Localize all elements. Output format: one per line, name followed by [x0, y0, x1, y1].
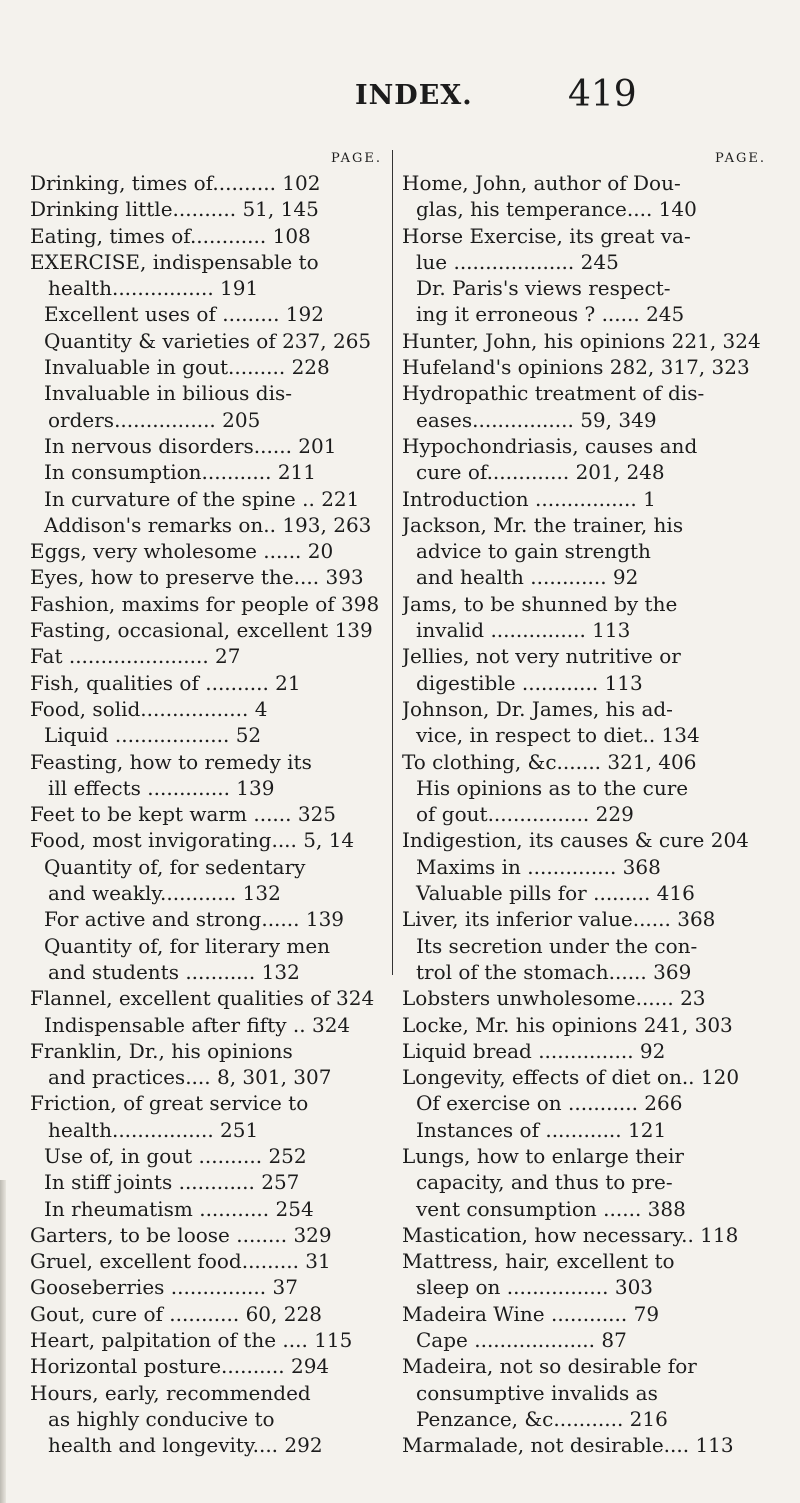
- index-entry-line: and practices.... 8, 301, 307: [48, 1065, 332, 1090]
- index-entry-line: Fasting, occasional, excellent 139: [30, 618, 373, 643]
- index-entry-line: Indigestion, its causes & cure 204: [402, 828, 749, 853]
- index-entry-line: Quantity & varieties of 237, 265: [44, 328, 372, 353]
- index-entry-line: invalid ............... 113: [416, 618, 631, 643]
- index-entry-line: In stiff joints ............ 257: [44, 1170, 300, 1195]
- index-entry-line: Hydropathic treatment of dis-: [402, 381, 705, 406]
- index-entry-line: Food, solid................. 4: [30, 696, 268, 721]
- index-entry-line: eases................ 59, 349: [416, 407, 657, 432]
- index-entry-line: In curvature of the spine .. 221: [44, 486, 360, 511]
- index-entry-line: Eating, times of............ 108: [30, 223, 311, 248]
- index-entry-line: Introduction ................ 1: [402, 486, 656, 511]
- index-entry-line: Jackson, Mr. the trainer, his: [402, 512, 684, 537]
- column-page-label: PAGE.: [331, 151, 382, 166]
- index-entry-line: consumptive invalids as: [416, 1380, 658, 1405]
- index-entry-line: Liquid bread ............... 92: [402, 1038, 666, 1063]
- index-column-left: [30, 148, 382, 1459]
- index-entry-line: Lungs, how to enlarge their: [402, 1143, 684, 1168]
- index-entry-line: Friction, of great service to: [30, 1091, 309, 1116]
- index-entry-line: Dr. Paris's views respect-: [416, 276, 671, 301]
- index-entry-line: Garters, to be loose ........ 329: [30, 1222, 332, 1247]
- index-entry-line: vice, in respect to diet.. 134: [416, 723, 700, 748]
- index-entry-line: His opinions as to the cure: [416, 775, 689, 800]
- index-entry-line: Addison's remarks on.. 193, 263: [44, 512, 372, 537]
- index-entry-line: Its secretion under the con-: [416, 933, 698, 958]
- index-entry-line: Fat ...................... 27: [30, 644, 241, 669]
- index-entry-line: health and longevity.... 292: [48, 1433, 323, 1458]
- index-entry-line: Mastication, how necessary.. 118: [402, 1222, 739, 1247]
- column-page-label: PAGE.: [715, 151, 766, 166]
- index-entry-line: Of exercise on ........... 266: [416, 1091, 683, 1116]
- index-entry-line: Excellent uses of ......... 192: [44, 302, 324, 327]
- page-header: [0, 72, 800, 118]
- index-entry-line: and students ........... 132: [48, 959, 300, 984]
- running-title: INDEX.: [355, 80, 473, 111]
- index-entry-line: Horse Exercise, its great va-: [402, 223, 691, 248]
- index-entry-line: glas, his temperance.... 140: [416, 197, 697, 222]
- index-entry-line: Indispensable after fifty .. 324: [44, 1012, 351, 1037]
- column-divider: [392, 150, 393, 975]
- index-entry-line: sleep on ................ 303: [416, 1275, 654, 1300]
- index-entry-line: capacity, and thus to pre-: [416, 1170, 673, 1195]
- index-entry-line: health................ 251: [48, 1117, 259, 1142]
- index-entry-line: Hypochondriasis, causes and: [402, 433, 698, 458]
- index-entry-line: Drinking, times of.......... 102: [30, 171, 321, 195]
- index-entry-line: For active and strong...... 139: [44, 907, 345, 932]
- index-entry-line: advice to gain strength: [416, 539, 651, 564]
- index-entry-line: Use of, in gout .......... 252: [44, 1143, 307, 1168]
- index-entry-line: ing it erroneous ? ...... 245: [416, 302, 685, 327]
- index-entry-line: Franklin, Dr., his opinions: [30, 1038, 293, 1063]
- index-entry-line: Eyes, how to preserve the.... 393: [30, 565, 364, 590]
- index-entry-line: Eggs, very wholesome ...... 20: [30, 539, 334, 564]
- index-entry-line: Flannel, excellent qualities of 324: [30, 986, 375, 1011]
- index-entry-line: Madeira, not so desirable for: [402, 1354, 697, 1379]
- index-entry-line: lue ................... 245: [416, 249, 619, 274]
- index-entry-line: health................ 191: [48, 276, 259, 301]
- index-entry-line: Quantity of, for sedentary: [44, 854, 306, 879]
- index-entry-line: Gruel, excellent food......... 31: [30, 1249, 331, 1274]
- index-entry-line: Locke, Mr. his opinions 241, 303: [402, 1012, 733, 1037]
- index-entry-list: [402, 170, 766, 1459]
- index-entry-line: EXERCISE, indispensable to: [30, 249, 319, 274]
- index-entry-line: of gout................ 229: [416, 802, 634, 827]
- index-entry-line: Feet to be kept warm ...... 325: [30, 802, 337, 827]
- index-entry-line: Heart, palpitation of the .... 115: [30, 1328, 353, 1353]
- index-entry-line: In consumption........... 211: [44, 460, 316, 485]
- index-entry-line: orders................ 205: [48, 407, 261, 432]
- index-entry-line: Feasting, how to remedy its: [30, 749, 312, 774]
- index-entry-line: vent consumption ...... 388: [416, 1196, 686, 1221]
- index-entry-line: Gooseberries ............... 37: [30, 1275, 298, 1300]
- index-entry-line: Valuable pills for ......... 416: [416, 881, 695, 906]
- index-entry-line: and health ............ 92: [416, 565, 639, 590]
- index-entry-line: Longevity, effects of diet on.. 120: [402, 1065, 740, 1090]
- index-entry-line: ill effects ............. 139: [48, 775, 275, 800]
- index-entry-line: Madeira Wine ............ 79: [402, 1301, 660, 1326]
- index-column-right: [402, 148, 766, 1459]
- index-entry-line: Hunter, John, his opinions 221, 324: [402, 328, 761, 353]
- index-entry-line: Food, most invigorating.... 5, 14: [30, 828, 355, 853]
- index-entry-line: as highly conducive to: [48, 1406, 275, 1431]
- index-entry-line: Home, John, author of Dou-: [402, 171, 681, 195]
- index-entry-line: Mattress, hair, excellent to: [402, 1249, 675, 1274]
- page-binding-edge: [0, 1180, 6, 1503]
- index-entry-line: Instances of ............ 121: [416, 1117, 667, 1142]
- index-entry-line: Invaluable in gout......... 228: [44, 355, 330, 380]
- index-entry-line: Marmalade, not desirable.... 113: [402, 1433, 734, 1458]
- index-entry-line: Jellies, not very nutritive or: [402, 644, 681, 669]
- index-entry-line: digestible ............ 113: [416, 670, 643, 695]
- index-entry-line: Lobsters unwholesome...... 23: [402, 986, 706, 1011]
- index-entry-line: Drinking little.......... 51, 145: [30, 197, 319, 222]
- index-entry-line: Cape ................... 87: [416, 1328, 627, 1353]
- index-entry-line: Johnson, Dr. James, his ad-: [402, 696, 673, 721]
- page-number: 419: [568, 74, 637, 115]
- index-entry-line: Quantity of, for literary men: [44, 933, 331, 958]
- index-entry-line: Maxims in .............. 368: [416, 854, 661, 879]
- index-entry-line: Jams, to be shunned by the: [402, 591, 678, 616]
- index-entry-line: Fish, qualities of .......... 21: [30, 670, 301, 695]
- index-entry-line: Liver, its inferior value...... 368: [402, 907, 716, 932]
- index-entry-line: Horizontal posture.......... 294: [30, 1354, 330, 1379]
- index-entry-line: To clothing, &c....... 321, 406: [402, 749, 697, 774]
- index-entry-line: In nervous disorders...... 201: [44, 433, 337, 458]
- index-entry-line: and weakly............ 132: [48, 881, 281, 906]
- index-entry-line: trol of the stomach...... 369: [416, 959, 692, 984]
- index-entry-line: Hours, early, recommended: [30, 1380, 311, 1405]
- index-entry-line: In rheumatism ........... 254: [44, 1196, 314, 1221]
- index-entry-line: Fashion, maxims for people of 398: [30, 591, 380, 616]
- index-entry-list: [30, 170, 382, 1459]
- index-entry-line: Invaluable in bilious dis-: [44, 381, 292, 406]
- index-entry-line: Gout, cure of ........... 60, 228: [30, 1301, 322, 1326]
- index-entry-line: Hufeland's opinions 282, 317, 323: [402, 355, 750, 380]
- index-entry-line: Liquid .................. 52: [44, 723, 262, 748]
- index-entry-line: cure of............. 201, 248: [416, 460, 665, 485]
- index-entry-line: Penzance, &c........... 216: [416, 1406, 668, 1431]
